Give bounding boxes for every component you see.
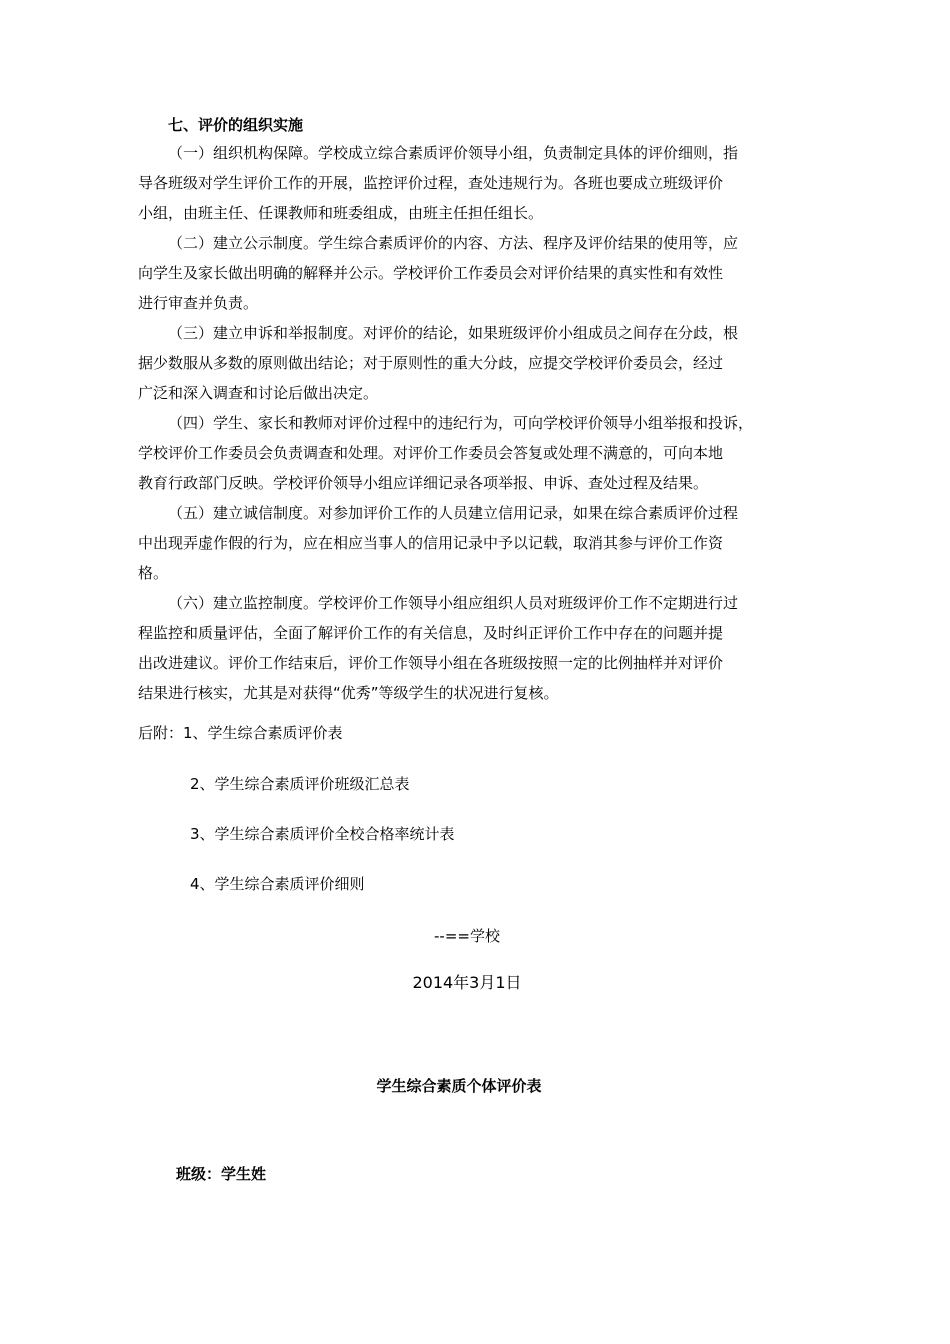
paragraph-line: 格。 [138, 564, 169, 582]
paragraph-line: 向学生及家长做出明确的解释并公示。学校评价工作委员会对评价结果的真实性和有效性 [138, 264, 724, 282]
appendix-item: 4、学生综合素质评价细则 [190, 875, 365, 893]
paragraph-line: （五）建立诚信制度。对参加评价工作的人员建立信用记录，如果在综合素质评价过程 [168, 504, 739, 522]
paragraph-line: 导各班级对学生评价工作的开展，监控评价过程，查处违规行为。各班也要成立班级评价 [138, 174, 724, 192]
paragraph-line: 广泛和深入调查和讨论后做出决定。 [138, 384, 379, 402]
paragraph-line: 教育行政部门反映。学校评价领导小组应详细记录各项举报、申诉、查处过程及结果。 [138, 474, 709, 492]
paragraph-line: 结果进行核实，尤其是对获得“优秀”等级学生的状况进行复核。 [138, 684, 559, 702]
paragraph-line: 出改进建议。评价工作结束后，评价工作领导小组在各班级按照一定的比例抽样并对评价 [138, 654, 724, 672]
paragraph-publicity [138, 228, 828, 318]
evaluation-table-title: 学生综合素质个体评价表 [376, 1077, 542, 1095]
section-heading: 七、评价的组织实施 [168, 116, 304, 134]
class-student-line: 班级：学生姓 [176, 1165, 267, 1183]
paragraph-line: （二）建立公示制度。学生综合素质评价的内容、方法、程序及评价结果的使用等，应 [168, 234, 739, 252]
signature-date: 2014年3月1日 [412, 973, 522, 992]
paragraph-line: 小组，由班主任、任课教师和班委组成，由班主任担任组长。 [138, 204, 544, 222]
appendix-item: 2、学生综合素质评价班级汇总表 [190, 775, 410, 793]
paragraph-line: 中出现弄虚作假的行为，应在相应当事人的信用记录中予以记载，取消其参与评价工作资 [138, 534, 724, 552]
paragraph-integrity [138, 498, 828, 588]
paragraph-line: （四）学生、家长和教师对评价过程中的违纪行为，可向学校评价领导小组举报和投诉， [168, 414, 754, 432]
paragraph-monitoring [138, 588, 828, 708]
paragraph-line: （三）建立申诉和举报制度。对评价的结论，如果班级评价小组成员之间存在分歧，根 [168, 324, 739, 342]
appendix-item: 3、学生综合素质评价全校合格率统计表 [190, 825, 455, 843]
paragraph-line: （六）建立监控制度。学校评价工作领导小组应组织人员对班级评价工作不定期进行过 [168, 594, 739, 612]
paragraph-line: （一）组织机构保障。学校成立综合素质评价领导小组，负责制定具体的评价细则，指 [168, 144, 739, 162]
signature-school: --==学校 [434, 927, 500, 945]
appendix-heading: 后附：1、学生综合素质评价表 [138, 724, 343, 742]
paragraph-line: 程监控和质量评估，全面了解评价工作的有关信息，及时纠正评价工作中存在的问题并提 [138, 624, 724, 642]
paragraph-line: 学校评价工作委员会负责调查和处理。对评价工作委员会答复或处理不满意的，可向本地 [138, 444, 724, 462]
paragraph-report [138, 408, 828, 498]
paragraph-line: 进行审查并负责。 [138, 294, 259, 312]
paragraph-line: 据少数服从多数的原则做出结论；对于原则性的重大分歧，应提交学校评价委员会，经过 [138, 354, 724, 372]
paragraph-appeal [138, 318, 828, 408]
paragraph-organization [138, 138, 828, 228]
